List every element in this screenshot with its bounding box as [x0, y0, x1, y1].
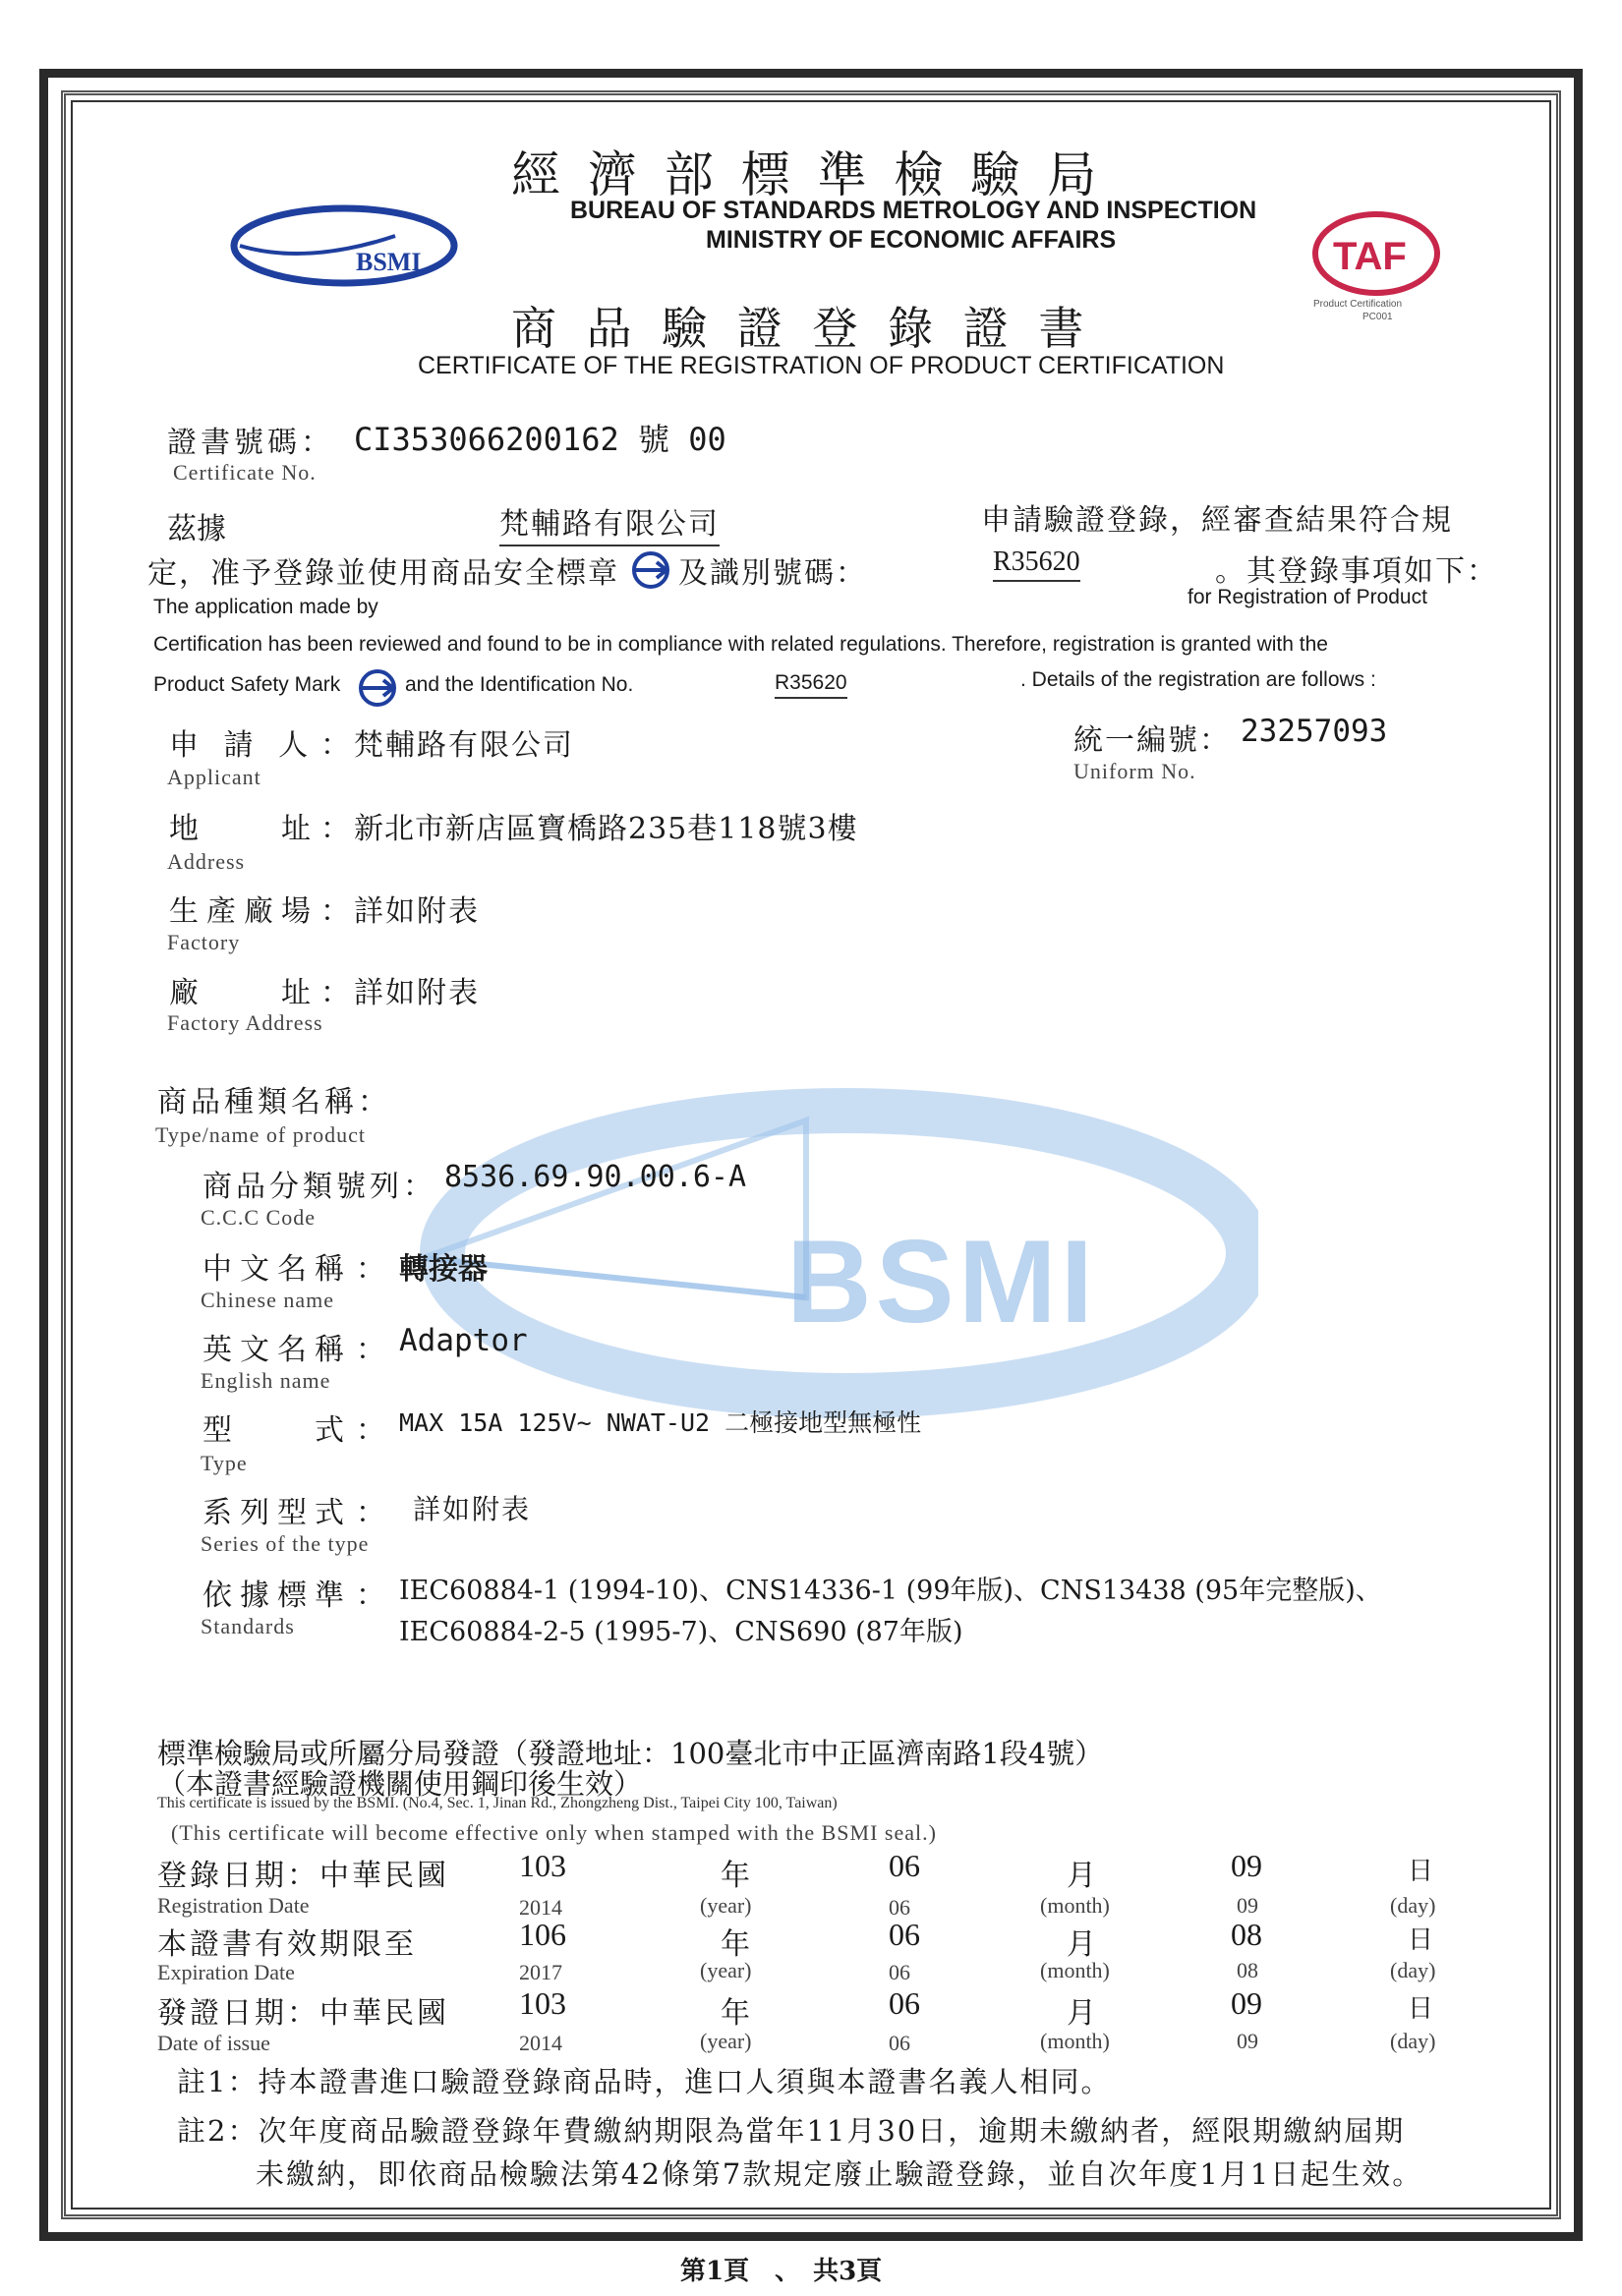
ccc-code-label-en: C.C.C Code [201, 1205, 316, 1230]
issuance-zh-2: （本證書經驗證機關使用鋼印後生效） [157, 1767, 643, 1801]
standards-colon: ： [356, 1578, 385, 1613]
cert-no-label: 證書號碼： [167, 426, 334, 460]
issue-date-label-en: Date of issue [157, 2031, 270, 2055]
statement-id-no: R35620 [993, 546, 1080, 582]
type-label: 型 式 [203, 1413, 352, 1448]
registration-day-en: (day) [1390, 1893, 1436, 1918]
note-2-line2: 未繳納，即依商品檢驗法第42條第7款規定廢止驗證登錄，並自次年度1月1日起生效。 [256, 2157, 1423, 2191]
english-name-value: Adaptor [399, 1323, 528, 1358]
statement-en-6: . Details of the registration are follows : [1020, 668, 1376, 691]
uniform-no-label: 統一編號： [1073, 723, 1231, 758]
registration-month: 06 [889, 1848, 920, 1883]
factory-value: 詳如附表 [354, 894, 480, 929]
product-heading: 商品種類名稱： [157, 1085, 391, 1119]
registration-month-en: (month) [1040, 1893, 1110, 1918]
registration-date-label: 登錄日期：中華民國 [157, 1859, 449, 1893]
issue-year-unit: 年 [721, 1996, 753, 2031]
issue-month-en: (month) [1040, 2029, 1110, 2053]
certificate-title-en: CERTIFICATE OF THE REGISTRATION OF PRODUCT CERTIFICATION [418, 352, 1225, 379]
statement-zh-1: 茲據 [167, 512, 226, 546]
chinese-name-label-en: Chinese name [201, 1288, 335, 1312]
statement-zh-3: 定，准予登錄並使用商品安全標章 [147, 556, 619, 591]
registration-year-ad: 2014 [519, 1895, 562, 1920]
type-label-en: Type [201, 1451, 248, 1475]
chinese-name-value: 轉接器 [399, 1252, 488, 1287]
registration-month-en-num: 06 [889, 1895, 910, 1920]
address-colon: ： [320, 812, 350, 846]
expiration-month-en: (month) [1040, 1958, 1110, 1982]
registration-day-unit: 日 [1408, 1857, 1437, 1886]
issue-day-en: (day) [1390, 2029, 1436, 2053]
registration-day: 09 [1231, 1848, 1262, 1883]
product-safety-mark-icon [629, 550, 672, 590]
expiration-date-label: 本證書有效期限至 [157, 1927, 417, 1962]
english-name-label: 英文名稱 [203, 1333, 352, 1367]
expiration-day: 08 [1231, 1917, 1262, 1952]
registration-date-label-en: Registration Date [157, 1893, 310, 1918]
issuance-en-1: This certificate is issued by the BSMI. (No.4, Sec. 1, Jinan Rd., Zhongzheng Dist., Taipei City 100, Taiwan) [157, 1795, 838, 1811]
note-2-line1: 註2：次年度商品驗證登錄年費繳納期限為當年11月30日，逾期未繳納者，經限期繳納屆期 [177, 2114, 1406, 2148]
issue-day: 09 [1231, 1985, 1262, 2021]
factory-address-label: 廠 址 [169, 976, 319, 1010]
issuance-en-2: (This certificate will become effective only when stamped with the BSMI seal.) [171, 1820, 937, 1845]
issue-day-en-num: 09 [1237, 2029, 1258, 2053]
registration-month-unit: 月 [1067, 1859, 1099, 1893]
applicant-label: 申 請 人 [169, 728, 317, 763]
address-label-en: Address [167, 849, 246, 874]
taf-sub-2: PC001 [1362, 312, 1393, 322]
statement-en-4: Product Safety Mark [153, 673, 341, 696]
statement-zh-4: 及識別號碼： [678, 556, 867, 591]
expiration-day-en: (day) [1390, 1958, 1436, 1982]
certificate-title-zh: 商 品 驗 證 登 錄 證 書 [511, 302, 1092, 355]
statement-en-3: Certification has been reviewed and found to be in compliance with related regulations. Therefore, registration is granted with the [153, 633, 1328, 656]
issue-day-unit: 日 [1408, 1994, 1437, 2024]
expiration-year-roc: 106 [519, 1917, 566, 1952]
taf-sub-1: Product Certification [1313, 299, 1403, 310]
chinese-name-label: 中文名稱 [203, 1252, 352, 1287]
issue-year-roc: 103 [519, 1985, 566, 2021]
ccc-code-label: 商品分類號列： [203, 1170, 436, 1204]
expiration-year-unit: 年 [721, 1927, 753, 1962]
cert-no-value: CI353066200162 號 00 [354, 421, 726, 458]
uniform-no-label-en: Uniform No. [1073, 759, 1196, 783]
applicant-label-en: Applicant [167, 765, 261, 789]
bsmi-logo-text: BSMI [356, 248, 422, 276]
statement-en-5: and the Identification No. [405, 673, 634, 696]
taf-logo-text: TAF [1333, 235, 1407, 278]
issue-year-ad: 2014 [519, 2031, 562, 2055]
applicant-colon: ： [320, 728, 350, 763]
registration-year-roc: 103 [519, 1848, 566, 1883]
series-label-en: Series of the type [201, 1531, 370, 1556]
factory-colon: ： [320, 894, 350, 929]
english-name-label-en: English name [201, 1368, 331, 1393]
product-safety-mark-icon-en [356, 668, 399, 708]
issue-month-unit: 月 [1067, 1996, 1099, 2031]
applicant-value: 梵輔路有限公司 [354, 728, 574, 763]
agency-name-en-line1: BUREAU OF STANDARDS METROLOGY AND INSPECTION [570, 197, 1257, 224]
expiration-month-unit: 月 [1067, 1927, 1099, 1962]
watermark-text: BSMI [786, 1216, 1097, 1348]
statement-en-id: R35620 [775, 671, 847, 699]
expiration-month: 06 [889, 1917, 920, 1952]
standards-label-en: Standards [201, 1614, 295, 1638]
agency-name-en-line2: MINISTRY OF ECONOMIC AFFAIRS [706, 226, 1117, 254]
statement-en-2: for Registration of Product [1188, 586, 1427, 608]
factory-label-en: Factory [167, 930, 241, 954]
registration-year-en: (year) [700, 1893, 752, 1918]
factory-label: 生產廠場 [169, 894, 319, 929]
issue-year-en: (year) [700, 2029, 752, 2053]
series-value: 詳如附表 [413, 1493, 532, 1525]
issue-month-en-num: 06 [889, 2031, 910, 2055]
page-number: 第1頁 、 共3頁 [680, 2257, 883, 2286]
product-heading-en: Type/name of product [155, 1122, 366, 1147]
chinese-name-colon: ： [356, 1252, 385, 1287]
cert-no-label-en: Certificate No. [173, 460, 317, 485]
factory-address-value: 詳如附表 [354, 976, 480, 1010]
expiration-year-en: (year) [700, 1958, 752, 1982]
series-label: 系列型式 [203, 1496, 352, 1530]
ccc-code-value: 8536.69.90.00.6-A [444, 1160, 747, 1194]
taf-logo [1307, 208, 1465, 326]
statement-zh-2: 申請驗證登錄，經審查結果符合規 [981, 503, 1453, 538]
standards-value-line1: IEC60884-1 (1994-10)、CNS14336-1 (99年版)、CNS13438 (95年完整版)、 [399, 1576, 1382, 1606]
standards-value-line2: IEC60884-2-5 (1995-7)、CNS690 (87年版) [399, 1617, 963, 1647]
statement-company: 梵輔路有限公司 [499, 499, 720, 546]
expiration-day-en-num: 08 [1237, 1958, 1258, 1982]
series-colon: ： [356, 1496, 385, 1530]
registration-day-en-num: 09 [1237, 1893, 1258, 1918]
note-1: 註1：持本證書進口驗證登錄商品時，進口人須與本證書名義人相同。 [177, 2065, 1112, 2098]
expiration-month-en-num: 06 [889, 1960, 910, 1984]
issue-month: 06 [889, 1985, 920, 2021]
registration-year-unit: 年 [721, 1859, 753, 1893]
expiration-date-label-en: Expiration Date [157, 1960, 295, 1984]
address-label: 地 址 [169, 812, 319, 846]
issuance-zh-1: 標準檢驗局或所屬分局發證（發證地址：100臺北市中正區濟南路1段4號） [157, 1737, 1104, 1770]
bsmi-logo [228, 197, 474, 295]
expiration-day-unit: 日 [1408, 1925, 1437, 1955]
type-colon: ： [356, 1413, 385, 1448]
statement-en-1: The application made by [153, 596, 378, 618]
agency-name-zh: 經 濟 部 標 準 檢 驗 局 [511, 146, 1103, 203]
uniform-no-value: 23257093 [1241, 714, 1388, 749]
standards-label: 依據標準 [203, 1578, 352, 1613]
issue-date-label: 發證日期：中華民國 [157, 1996, 449, 2031]
statement-zh-5: 。其登錄事項如下： [1215, 554, 1498, 589]
address-value: 新北市新店區寶橋路235巷118號3樓 [354, 812, 858, 846]
english-name-colon: ： [356, 1333, 385, 1367]
factory-address-colon: ： [320, 976, 350, 1010]
type-value: MAX 15A 125V~ NWAT-U2 二極接地型無極性 [399, 1408, 922, 1437]
expiration-year-ad: 2017 [519, 1960, 562, 1984]
factory-address-label-en: Factory Address [167, 1010, 323, 1035]
